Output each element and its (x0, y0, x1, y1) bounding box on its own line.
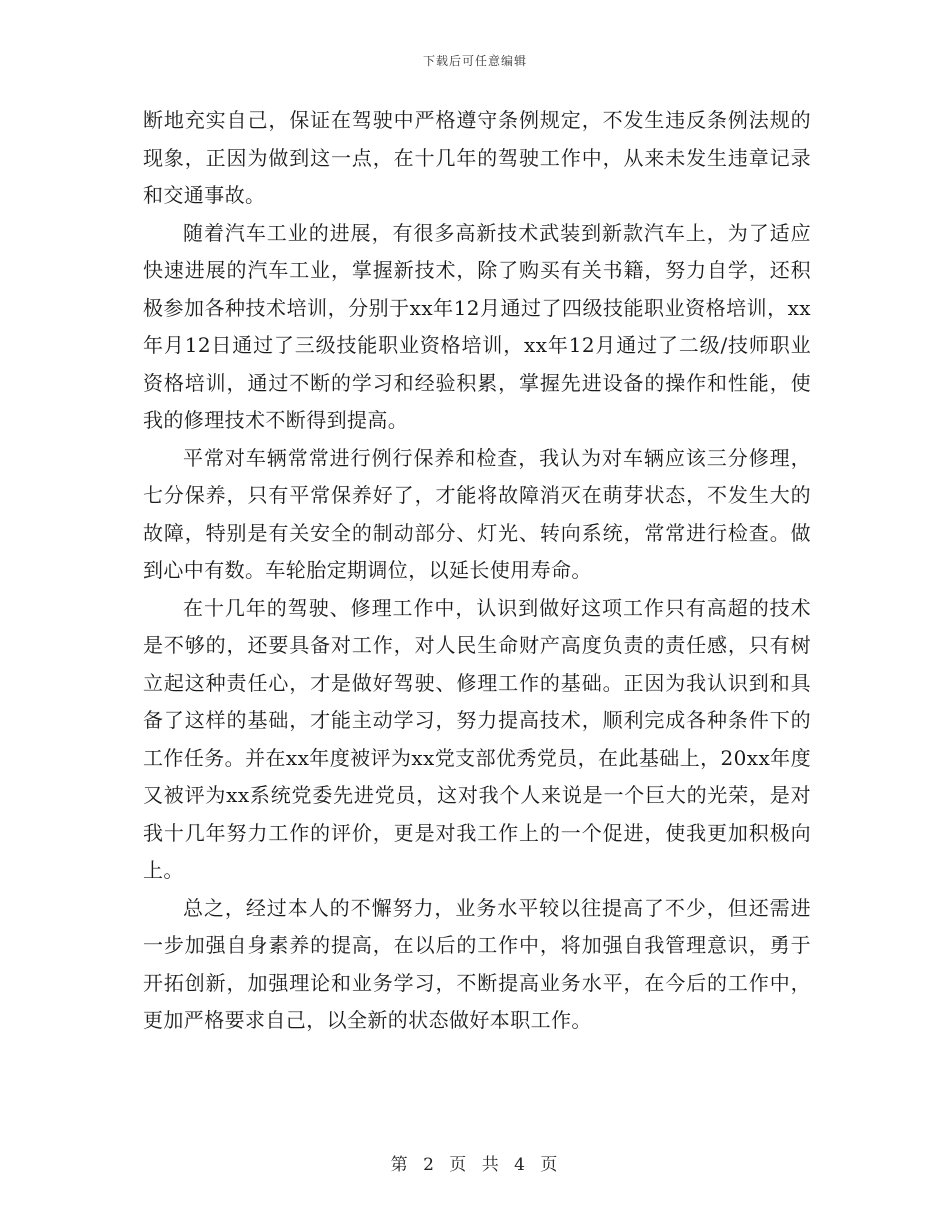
page-number-footer: 第 2 页 共 4 页 (390, 1155, 560, 1175)
document-body (143, 102, 811, 1040)
paragraph-conclusion: 总之，经过本人的不懈努力，业务水平较以往提高了不少，但还需进一步加强自身素养的提高，在以后的工作中，将加强自我管理意识，勇于开拓创新，加强理论和业务学习，不断提高业务水平，在今后的工作中，更加严格要求自己，以全新的状态做好本职工作。 (143, 895, 811, 1032)
paragraph-technical-training: 随着汽车工业的进展，有很多高新技术武装到新款汽车上，为了适应快速进展的汽车工业，掌握新技术，除了购买有关书籍，努力自学，还积极参加各种技术培训，分别于xx年12月通过了四级技能职业资格培训，xx年月12日通过了三级技能职业资格培训，xx年12月通过了二级/技师职业资格培训，通过不断的学习和经验积累，掌握先进设备的操作和性能，使我的修理技术不断得到提高。 (143, 220, 811, 432)
page-header-note: 下载后可任意编辑 (422, 54, 527, 68)
paragraph-responsibility: 在十几年的驾驶、修理工作中，认识到做好这项工作只有高超的技术是不够的，还要具备对工作，对人民生命财产高度负责的责任感，只有树立起这种责任心，才是做好驾驶、修理工作的基础。正因为我认识到和具备了这样的基础，才能主动学习，努力提高技术，顺利完成各种条件下的工作任务。并在xx年度被评为xx党支部优秀党员，在此基础上，20xx年度又被评为xx系统党委先进党员，这对我个人来说是一个巨大的光荣，是对我十几年努力工作的评价，更是对我工作上的一个促进，使我更加积极向上。 (143, 595, 811, 882)
paragraph-continuation: 断地充实自己，保证在驾驶中严格遵守条例规定，不发生违反条例法规的现象，正因为做到这一点，在十几年的驾驶工作中，从来未发生违章记录和交通事故。 (143, 108, 811, 207)
paragraph-vehicle-maintenance: 平常对车辆常常进行例行保养和检查，我认为对车辆应该三分修理，七分保养，只有平常保养好了，才能将故障消灭在萌芽状态，不发生大的故障，特别是有关安全的制动部分、灯光、转向系统，常常进行检查。做到心中有数。车轮胎定期调位，以延长使用寿命。 (143, 445, 811, 582)
